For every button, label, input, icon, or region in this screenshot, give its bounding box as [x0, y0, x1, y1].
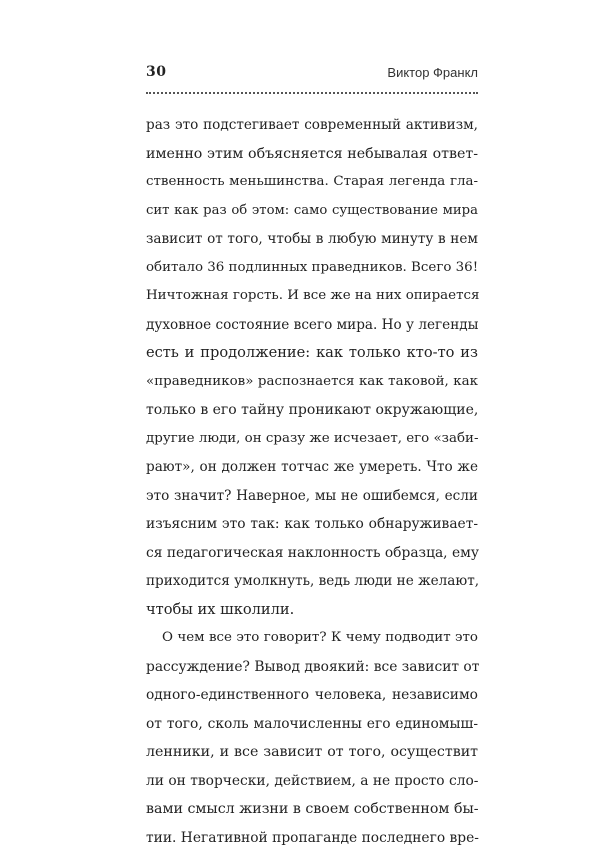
text-line: Ничтожная горсть. И все же на них опирается — [146, 282, 478, 311]
text-line: рассуждение? Вывод двоякий: все зависит от — [146, 653, 478, 682]
text-line: другие люди, он сразу же исчезает, его «заби- — [146, 425, 478, 454]
text-line: ственность меньшинства. Старая легенда гла- — [146, 168, 478, 197]
text-line: духовное состояние всего мира. Но у легенды — [146, 311, 478, 340]
text-line: это значит? Наверное, мы не ошибемся, если — [146, 482, 478, 511]
text-line: рают», он должен тотчас же умереть. Что же — [146, 453, 478, 482]
text-line: чтобы их школили. — [146, 596, 478, 625]
running-title: Виктор Франкл — [387, 65, 478, 80]
text-line: тии. Негативной пропаганде последнего вре- — [146, 824, 478, 852]
header-dotted-rule — [146, 92, 478, 94]
text-line: О чем все это говорит? К чему подводит это — [146, 624, 478, 653]
text-line: обитало 36 подлинных праведников. Всего 36! — [146, 254, 478, 283]
text-line: вами смысл жизни в своем собственном бы- — [146, 795, 478, 824]
text-line: только в его тайну проникают окружающие, — [146, 396, 478, 425]
text-line: есть и продолжение: как только кто-то из — [146, 339, 478, 368]
text-line: изъясним это так: как только обнаруживает- — [146, 510, 478, 539]
text-line: приходится умолкнуть, ведь люди не желают, — [146, 567, 478, 596]
text-line: одного-единственного человека, независимо — [146, 681, 478, 710]
text-line: ся педагогическая наклонность образца, ему — [146, 539, 478, 568]
text-line: зависит от того, чтобы в любую минуту в нем — [146, 225, 478, 254]
body-text — [146, 111, 478, 852]
running-head — [146, 64, 478, 86]
text-line: «праведников» распознается как таковой, как — [146, 368, 478, 397]
text-line: сит как раз об этом: само существование мира — [146, 197, 478, 226]
text-line: именно этим объясняется небывалая ответ- — [146, 140, 478, 169]
page-number: 30 — [146, 64, 166, 80]
text-line: от того, сколь малочисленны его единомыш- — [146, 710, 478, 739]
text-line: раз это подстегивает современный активизм, — [146, 111, 478, 140]
text-line: ленники, и все зависит от того, осуществит — [146, 738, 478, 767]
text-line: ли он творчески, действием, а не просто сло- — [146, 767, 478, 796]
